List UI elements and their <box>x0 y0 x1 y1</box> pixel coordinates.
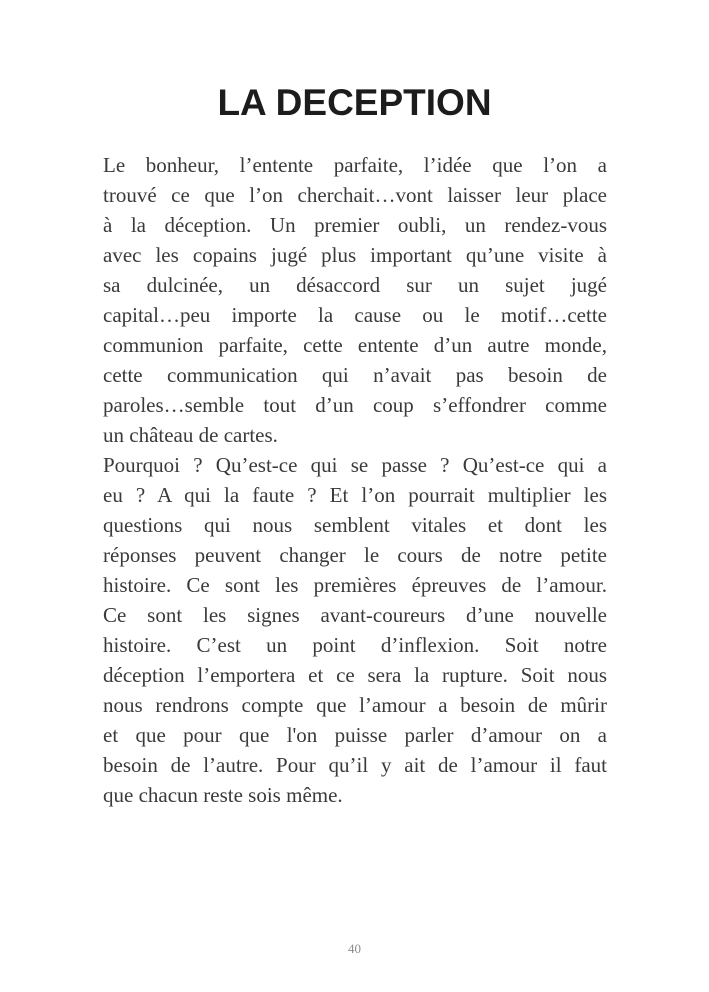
text-line: eu ? A qui la faute ? Et l’on pourrait multiplier les <box>103 483 607 507</box>
text-line: un château de cartes. <box>103 423 278 447</box>
text-line: sa dulcinée, un désaccord sur un sujet jugé <box>103 273 607 297</box>
text-line: capital…peu importe la cause ou le motif…cette <box>103 303 607 327</box>
text-line: histoire. Ce sont les premières épreuves de l’amour. <box>103 573 607 597</box>
text-line: Ce sont les signes avant-coureurs d’une nouvelle <box>103 603 607 627</box>
text-line: réponses peuvent changer le cours de notre petite <box>103 543 607 567</box>
text-line: cette communication qui n’avait pas besoin de <box>103 363 607 387</box>
text-line: nous rendrons compte que l’amour a besoin de mûrir <box>103 693 607 717</box>
text-line: avec les copains jugé plus important qu’une visite à <box>103 243 607 267</box>
text-line: questions qui nous semblent vitales et dont les <box>103 513 607 537</box>
text-line: et que pour que l'on puisse parler d’amour on a <box>103 723 607 747</box>
text-line: à la déception. Un premier oubli, un rendez-vous <box>103 213 607 237</box>
text-line: déception l’emportera et ce sera la rupture. Soit nous <box>103 663 607 687</box>
text-line: communion parfaite, cette entente d’un autre monde, <box>103 333 607 357</box>
text-line: histoire. C’est un point d’inflexion. Soit notre <box>103 633 607 657</box>
page-number: 40 <box>348 941 361 956</box>
text-line: Pourquoi ? Qu’est-ce qui se passe ? Qu’est-ce qui a <box>103 453 607 477</box>
text-line: trouvé ce que l’on cherchait…vont laisser leur place <box>103 183 607 207</box>
text-line: paroles…semble tout d’un coup s’effondrer comme <box>103 393 607 417</box>
text-line: que chacun reste sois même. <box>103 783 343 807</box>
body-text <box>103 150 607 810</box>
page-title: LA DECEPTION <box>217 82 492 123</box>
text-line: besoin de l’autre. Pour qu’il y ait de l’amour il faut <box>103 753 607 777</box>
text-line: Le bonheur, l’entente parfaite, l’idée que l’on a <box>103 153 607 177</box>
